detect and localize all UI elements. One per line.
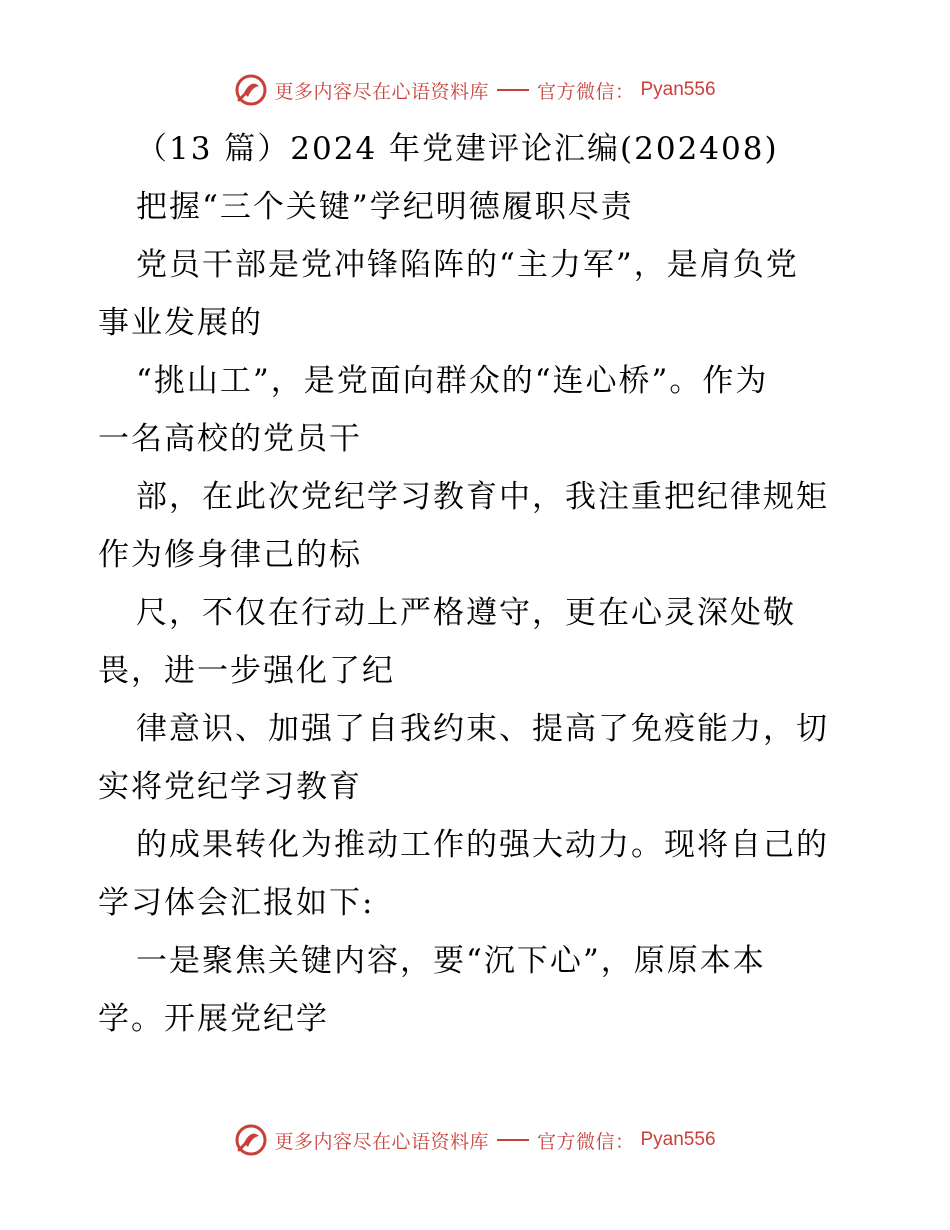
watermark-text: 更多内容尽在心语资料库 — [274, 1131, 489, 1153]
text-line: 实将党纪学习教育 — [98, 769, 362, 805]
text-line: 学习体会汇报如下: — [98, 885, 375, 921]
text-line: 一名高校的党员干 — [98, 421, 362, 457]
watermark-separator — [497, 89, 529, 91]
document-title: （13 篇）2024 年党建评论汇编(202408) — [136, 131, 779, 167]
text-line: 事业发展的 — [98, 305, 263, 341]
watermark-header — [0, 70, 950, 110]
watermark-suffix: 官方微信： — [536, 81, 635, 103]
text-line: “挑山工”，是党面向群众的“连心桥”。作为 — [136, 363, 769, 399]
text-line: 律意识、加强了自我约束、提高了免疫能力，切 — [136, 711, 829, 747]
text-line: 尺，不仅在行动上严格遵守，更在心灵深处敬 — [136, 595, 796, 631]
watermark-footer — [0, 1120, 950, 1160]
text-line: 的成果转化为推动工作的强大动力。现将自己的 — [136, 827, 829, 863]
text-line: 学。开展党纪学 — [98, 1001, 329, 1037]
logo-icon — [234, 1123, 268, 1157]
logo-icon — [234, 73, 268, 107]
watermark-handle: Pyan556 — [640, 1129, 716, 1150]
text-line: 部，在此次党纪学习教育中，我注重把纪律规矩 — [136, 479, 829, 515]
watermark-text: 更多内容尽在心语资料库 — [274, 81, 489, 103]
text-line: 党员干部是党冲锋陷阵的“主力军”，是肩负党 — [136, 247, 799, 283]
text-line: 畏，进一步强化了纪 — [98, 653, 395, 689]
watermark-separator — [497, 1139, 529, 1141]
text-line: 一是聚焦关键内容，要“沉下心”，原原本本 — [136, 943, 766, 979]
text-line: 作为修身律己的标 — [98, 537, 362, 573]
article-heading: 把握“三个关键”学纪明德履职尽责 — [136, 189, 634, 225]
document-body — [98, 120, 858, 1048]
watermark-handle: Pyan556 — [640, 79, 716, 100]
watermark-suffix: 官方微信： — [536, 1131, 635, 1153]
